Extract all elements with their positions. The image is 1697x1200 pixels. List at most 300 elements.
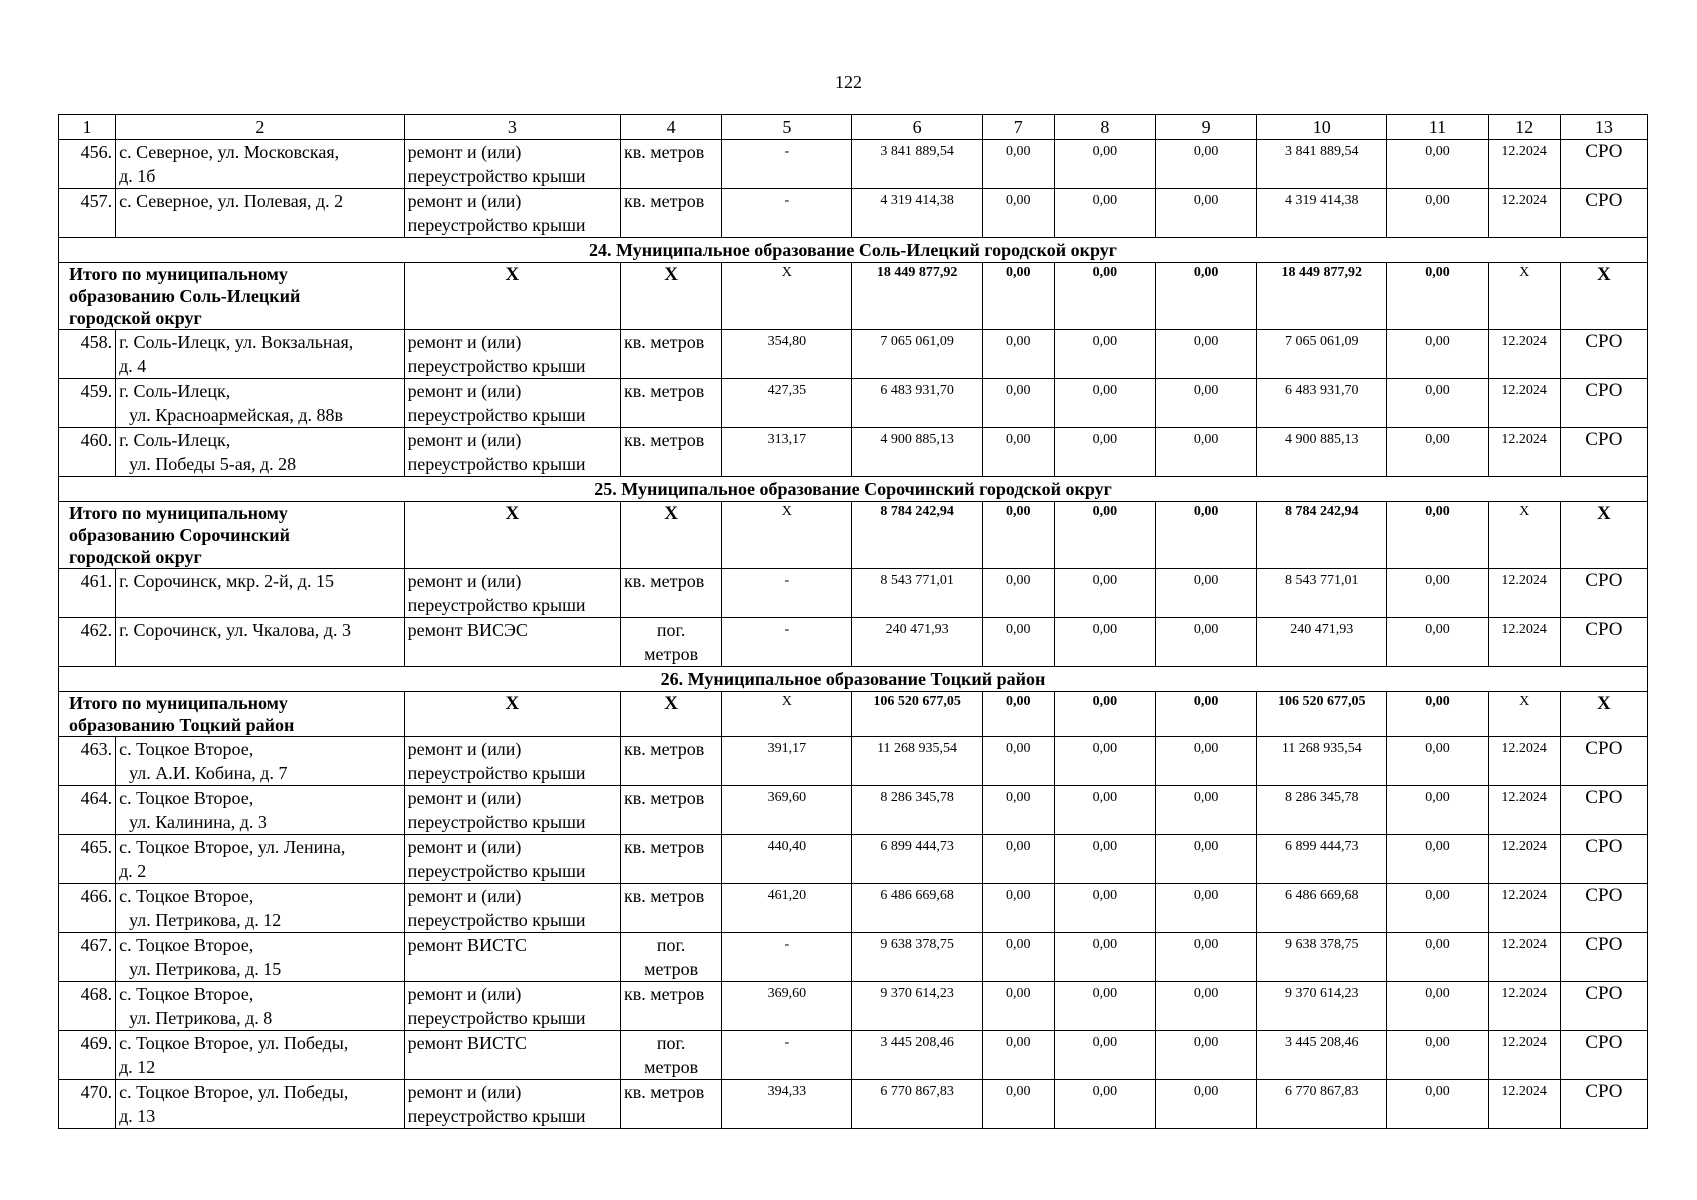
table-row: [59, 140, 1648, 189]
cell-line: ул. Петрикова, д. 15: [129, 959, 282, 979]
column-header-3: 3: [404, 115, 620, 140]
unit-cell: [621, 835, 722, 884]
cell-line: Итого по муниципальному: [69, 693, 288, 713]
total-c7: 0,00: [982, 502, 1054, 569]
cell-line: ремонт и (или): [407, 430, 522, 450]
cell-line: г. Соль-Илецк,: [119, 430, 231, 450]
work-type-cell: [404, 835, 620, 884]
row-number: 466.: [59, 884, 116, 933]
table-row: [59, 884, 1648, 933]
value-c9: 0,00: [1156, 1080, 1257, 1129]
unit-cell: [621, 618, 722, 667]
value-c12: 12.2024: [1488, 933, 1560, 982]
value-c12: 12.2024: [1488, 379, 1560, 428]
cell-line: ремонт и (или): [407, 837, 522, 857]
contractor-cell: СРО: [1560, 569, 1647, 618]
address-cell: [116, 428, 405, 477]
cell-line: Итого по муниципальному: [69, 503, 288, 523]
cell-line: ремонт и (или): [407, 886, 522, 906]
area-cell: 369,60: [722, 982, 852, 1031]
header-row: [59, 115, 1648, 140]
total-label: [59, 502, 405, 569]
value-c10: 6 486 669,68: [1257, 884, 1387, 933]
cell-line: ремонт и (или): [407, 142, 522, 162]
contractor-cell: СРО: [1560, 737, 1647, 786]
value-c9: 0,00: [1156, 786, 1257, 835]
value-c9: 0,00: [1156, 330, 1257, 379]
value-c8: 0,00: [1054, 140, 1155, 189]
area-cell: 369,60: [722, 786, 852, 835]
row-number: 470.: [59, 1080, 116, 1129]
row-number: 465.: [59, 835, 116, 884]
table-row: [59, 189, 1648, 238]
table-row: [59, 428, 1648, 477]
cell-line: метров: [644, 1057, 699, 1077]
value-c12: 12.2024: [1488, 737, 1560, 786]
row-number: 464.: [59, 786, 116, 835]
value-c11: 0,00: [1387, 189, 1488, 238]
cell-line: ул. Петрикова, д. 8: [129, 1008, 273, 1028]
value-c10: 6 483 931,70: [1257, 379, 1387, 428]
column-header-10: 10: [1257, 115, 1387, 140]
value-c12: 12.2024: [1488, 330, 1560, 379]
total-c11: 0,00: [1387, 692, 1488, 737]
total-c10: 8 784 242,94: [1257, 502, 1387, 569]
address-cell: [116, 189, 405, 238]
area-cell: -: [722, 189, 852, 238]
total-label: [59, 263, 405, 330]
cell-line: г. Сорочинск, ул. Чкалова, д. 3: [119, 620, 351, 640]
unit-cell: [621, 330, 722, 379]
value-c6: 6 486 669,68: [852, 884, 982, 933]
work-type-cell: [404, 1031, 620, 1080]
row-number: 458.: [59, 330, 116, 379]
row-number: 456.: [59, 140, 116, 189]
total-c8: 0,00: [1054, 692, 1155, 737]
section-row: [59, 667, 1648, 692]
address-cell: [116, 1080, 405, 1129]
work-type-cell: [404, 379, 620, 428]
total-c12: X: [1488, 263, 1560, 330]
value-c7: 0,00: [982, 884, 1054, 933]
total-c12: X: [1488, 502, 1560, 569]
column-header-2: 2: [116, 115, 405, 140]
cell-line: ремонт и (или): [407, 332, 522, 352]
area-cell: -: [722, 618, 852, 667]
address-cell: [116, 884, 405, 933]
value-c7: 0,00: [982, 786, 1054, 835]
page-number: 122: [835, 72, 862, 92]
address-cell: [116, 330, 405, 379]
value-c10: 3 445 208,46: [1257, 1031, 1387, 1080]
cell-line: пог.: [656, 935, 686, 955]
value-c10: 6 899 444,73: [1257, 835, 1387, 884]
value-c7: 0,00: [982, 982, 1054, 1031]
value-c8: 0,00: [1054, 982, 1155, 1031]
cell-line: с. Тоцкое Второе, ул. Ленина,: [119, 837, 346, 857]
work-type-cell: [404, 982, 620, 1031]
table-row: [59, 1080, 1648, 1129]
address-cell: [116, 379, 405, 428]
value-c7: 0,00: [982, 933, 1054, 982]
total-c10: 18 449 877,92: [1257, 263, 1387, 330]
value-c8: 0,00: [1054, 1080, 1155, 1129]
total-c11: 0,00: [1387, 263, 1488, 330]
unit-cell: [621, 569, 722, 618]
unit-cell: [621, 737, 722, 786]
unit-cell: [621, 189, 722, 238]
contractor-cell: СРО: [1560, 1031, 1647, 1080]
value-c6: 4 319 414,38: [852, 189, 982, 238]
unit-cell: [621, 140, 722, 189]
value-c8: 0,00: [1054, 786, 1155, 835]
value-c8: 0,00: [1054, 428, 1155, 477]
cell-line: пог.: [656, 620, 686, 640]
total-c9: 0,00: [1156, 263, 1257, 330]
value-c7: 0,00: [982, 569, 1054, 618]
contractor-cell: СРО: [1560, 428, 1647, 477]
unit-cell: [621, 1031, 722, 1080]
total-c9: 0,00: [1156, 502, 1257, 569]
contractor-cell: СРО: [1560, 933, 1647, 982]
value-c9: 0,00: [1156, 737, 1257, 786]
address-cell: [116, 737, 405, 786]
value-c9: 0,00: [1156, 379, 1257, 428]
value-c8: 0,00: [1054, 569, 1155, 618]
total-col-4: X: [621, 502, 722, 569]
address-cell: [116, 1031, 405, 1080]
total-c8: 0,00: [1054, 263, 1155, 330]
row-number: 461.: [59, 569, 116, 618]
row-number: 468.: [59, 982, 116, 1031]
value-c9: 0,00: [1156, 1031, 1257, 1080]
value-c10: 240 471,93: [1257, 618, 1387, 667]
cell-line: метров: [644, 644, 699, 664]
value-c9: 0,00: [1156, 618, 1257, 667]
value-c8: 0,00: [1054, 933, 1155, 982]
area-cell: 427,35: [722, 379, 852, 428]
cell-line: образованию Тоцкий район: [69, 715, 295, 735]
value-c7: 0,00: [982, 428, 1054, 477]
total-c11: 0,00: [1387, 502, 1488, 569]
cell-line: переустройство крыши: [407, 215, 586, 235]
total-col-3: X: [404, 263, 620, 330]
area-cell: 461,20: [722, 884, 852, 933]
contractor-cell: СРО: [1560, 835, 1647, 884]
value-c6: 6 770 867,83: [852, 1080, 982, 1129]
value-c6: 4 900 885,13: [852, 428, 982, 477]
total-label: [59, 692, 405, 737]
value-c7: 0,00: [982, 1080, 1054, 1129]
cell-line: переустройство крыши: [407, 812, 586, 832]
cell-line: образованию Соль-Илецкий: [69, 286, 301, 306]
row-number: 459.: [59, 379, 116, 428]
work-type-cell: [404, 569, 620, 618]
cell-line: переустройство крыши: [407, 595, 586, 615]
value-c11: 0,00: [1387, 618, 1488, 667]
value-c7: 0,00: [982, 189, 1054, 238]
value-c8: 0,00: [1054, 1031, 1155, 1080]
contractor-cell: СРО: [1560, 1080, 1647, 1129]
column-header-5: 5: [722, 115, 852, 140]
total-row: [59, 502, 1648, 569]
address-cell: [116, 835, 405, 884]
work-type-cell: [404, 140, 620, 189]
value-c7: 0,00: [982, 618, 1054, 667]
cell-line: кв. метров: [624, 332, 705, 352]
value-c10: 4 900 885,13: [1257, 428, 1387, 477]
cell-line: переустройство крыши: [407, 356, 586, 376]
value-c12: 12.2024: [1488, 786, 1560, 835]
total-col-3: X: [404, 502, 620, 569]
value-c11: 0,00: [1387, 428, 1488, 477]
unit-cell: [621, 379, 722, 428]
value-c9: 0,00: [1156, 884, 1257, 933]
table-row: [59, 379, 1648, 428]
value-c12: 12.2024: [1488, 884, 1560, 933]
value-c8: 0,00: [1054, 618, 1155, 667]
cell-line: кв. метров: [624, 739, 705, 759]
value-c8: 0,00: [1054, 737, 1155, 786]
total-col-4: X: [621, 263, 722, 330]
contractor-cell: СРО: [1560, 786, 1647, 835]
work-type-cell: [404, 330, 620, 379]
total-c6: 18 449 877,92: [852, 263, 982, 330]
total-c7: 0,00: [982, 263, 1054, 330]
cell-line: с. Тоцкое Второе,: [119, 739, 254, 759]
total-col-5: X: [722, 502, 852, 569]
cell-line: переустройство крыши: [407, 1008, 586, 1028]
section-title: 25. Муниципальное образование Сорочинский городской округ: [59, 477, 1648, 502]
area-cell: 440,40: [722, 835, 852, 884]
area-cell: 354,80: [722, 330, 852, 379]
value-c6: 240 471,93: [852, 618, 982, 667]
column-header-11: 11: [1387, 115, 1488, 140]
address-cell: [116, 140, 405, 189]
cell-line: с. Тоцкое Второе,: [119, 788, 254, 808]
contractor-cell: СРО: [1560, 330, 1647, 379]
table-row: [59, 835, 1648, 884]
cell-line: ремонт и (или): [407, 571, 522, 591]
cell-line: ремонт и (или): [407, 1082, 522, 1102]
table-row: [59, 330, 1648, 379]
cell-line: с. Тоцкое Второе, ул. Победы,: [119, 1082, 349, 1102]
section-title: 26. Муниципальное образование Тоцкий район: [59, 667, 1648, 692]
cell-line: переустройство крыши: [407, 1106, 586, 1126]
table-row: [59, 982, 1648, 1031]
work-type-cell: [404, 1080, 620, 1129]
value-c10: 11 268 935,54: [1257, 737, 1387, 786]
value-c6: 8 286 345,78: [852, 786, 982, 835]
row-number: 462.: [59, 618, 116, 667]
value-c9: 0,00: [1156, 982, 1257, 1031]
row-number: 460.: [59, 428, 116, 477]
value-c10: 3 841 889,54: [1257, 140, 1387, 189]
section-row: [59, 477, 1648, 502]
unit-cell: [621, 1080, 722, 1129]
value-c6: 3 445 208,46: [852, 1031, 982, 1080]
area-cell: 313,17: [722, 428, 852, 477]
value-c11: 0,00: [1387, 569, 1488, 618]
value-c7: 0,00: [982, 737, 1054, 786]
total-c13: X: [1560, 692, 1647, 737]
column-header-13: 13: [1560, 115, 1647, 140]
cell-line: с. Тоцкое Второе, ул. Победы,: [119, 1033, 349, 1053]
cell-line: кв. метров: [624, 381, 705, 401]
address-cell: [116, 569, 405, 618]
cell-line: кв. метров: [624, 984, 705, 1004]
value-c12: 12.2024: [1488, 618, 1560, 667]
cell-line: образованию Сорочинский: [69, 525, 290, 545]
value-c11: 0,00: [1387, 835, 1488, 884]
value-c8: 0,00: [1054, 884, 1155, 933]
total-c6: 8 784 242,94: [852, 502, 982, 569]
value-c12: 12.2024: [1488, 189, 1560, 238]
column-header-8: 8: [1054, 115, 1155, 140]
value-c10: 9 370 614,23: [1257, 982, 1387, 1031]
value-c12: 12.2024: [1488, 982, 1560, 1031]
area-cell: -: [722, 140, 852, 189]
value-c12: 12.2024: [1488, 428, 1560, 477]
area-cell: 391,17: [722, 737, 852, 786]
total-row: [59, 263, 1648, 330]
cell-line: кв. метров: [624, 191, 705, 211]
value-c9: 0,00: [1156, 835, 1257, 884]
work-type-cell: [404, 933, 620, 982]
value-c6: 7 065 061,09: [852, 330, 982, 379]
contractor-cell: СРО: [1560, 982, 1647, 1031]
value-c6: 9 370 614,23: [852, 982, 982, 1031]
cell-line: с. Северное, ул. Московская,: [119, 142, 340, 162]
value-c7: 0,00: [982, 330, 1054, 379]
cell-line: ремонт и (или): [407, 381, 522, 401]
column-header-1: 1: [59, 115, 116, 140]
address-cell: [116, 982, 405, 1031]
total-col-5: X: [722, 692, 852, 737]
total-row: [59, 692, 1648, 737]
cell-line: ремонт и (или): [407, 191, 522, 211]
value-c8: 0,00: [1054, 330, 1155, 379]
cell-line: переустройство крыши: [407, 910, 586, 930]
cell-line: ремонт и (или): [407, 788, 522, 808]
area-cell: -: [722, 933, 852, 982]
value-c10: 4 319 414,38: [1257, 189, 1387, 238]
row-number: 467.: [59, 933, 116, 982]
table-row: [59, 737, 1648, 786]
total-c13: X: [1560, 263, 1647, 330]
contractor-cell: СРО: [1560, 140, 1647, 189]
unit-cell: [621, 786, 722, 835]
column-header-6: 6: [852, 115, 982, 140]
total-col-4: X: [621, 692, 722, 737]
section-title: 24. Муниципальное образование Соль-Илецкий городской округ: [59, 238, 1648, 263]
cell-line: с. Тоцкое Второе,: [119, 935, 254, 955]
cell-line: переустройство крыши: [407, 405, 586, 425]
table-row: [59, 1031, 1648, 1080]
value-c11: 0,00: [1387, 330, 1488, 379]
cell-line: переустройство крыши: [407, 763, 586, 783]
value-c7: 0,00: [982, 1031, 1054, 1080]
cell-line: д. 2: [119, 861, 147, 881]
cell-line: метров: [644, 959, 699, 979]
total-c6: 106 520 677,05: [852, 692, 982, 737]
total-c12: X: [1488, 692, 1560, 737]
area-cell: 394,33: [722, 1080, 852, 1129]
value-c7: 0,00: [982, 140, 1054, 189]
value-c9: 0,00: [1156, 428, 1257, 477]
table-body: [59, 115, 1648, 1129]
cell-line: ул. Победы 5-ая, д. 28: [129, 454, 297, 474]
cell-line: кв. метров: [624, 430, 705, 450]
column-header-12: 12: [1488, 115, 1560, 140]
value-c10: 6 770 867,83: [1257, 1080, 1387, 1129]
table-row: [59, 933, 1648, 982]
unit-cell: [621, 428, 722, 477]
work-type-cell: [404, 189, 620, 238]
cell-line: ремонт ВИСТС: [407, 1033, 528, 1053]
cell-line: д. 1б: [119, 166, 156, 186]
cell-line: д. 4: [119, 356, 147, 376]
value-c12: 12.2024: [1488, 1080, 1560, 1129]
row-number: 469.: [59, 1031, 116, 1080]
value-c9: 0,00: [1156, 140, 1257, 189]
section-row: [59, 238, 1648, 263]
cell-line: переустройство крыши: [407, 166, 586, 186]
cell-line: с. Северное, ул. Полевая, д. 2: [119, 191, 344, 211]
cell-line: кв. метров: [624, 1082, 705, 1102]
value-c12: 12.2024: [1488, 835, 1560, 884]
value-c9: 0,00: [1156, 569, 1257, 618]
cell-line: кв. метров: [624, 886, 705, 906]
value-c6: 8 543 771,01: [852, 569, 982, 618]
total-c7: 0,00: [982, 692, 1054, 737]
work-type-cell: [404, 786, 620, 835]
cell-line: г. Соль-Илецк,: [119, 381, 231, 401]
row-number: 463.: [59, 737, 116, 786]
cell-line: ремонт и (или): [407, 984, 522, 1004]
cell-line: с. Тоцкое Второе,: [119, 984, 254, 1004]
address-cell: [116, 786, 405, 835]
unit-cell: [621, 884, 722, 933]
value-c7: 0,00: [982, 379, 1054, 428]
cell-line: кв. метров: [624, 837, 705, 857]
value-c6: 6 899 444,73: [852, 835, 982, 884]
value-c6: 9 638 378,75: [852, 933, 982, 982]
unit-cell: [621, 933, 722, 982]
work-type-cell: [404, 428, 620, 477]
value-c12: 12.2024: [1488, 569, 1560, 618]
cell-line: городской округ: [69, 547, 202, 567]
table-row: [59, 786, 1648, 835]
value-c11: 0,00: [1387, 140, 1488, 189]
value-c12: 12.2024: [1488, 140, 1560, 189]
value-c11: 0,00: [1387, 1031, 1488, 1080]
contractor-cell: СРО: [1560, 189, 1647, 238]
value-c11: 0,00: [1387, 379, 1488, 428]
value-c11: 0,00: [1387, 1080, 1488, 1129]
register-table: [58, 114, 1648, 1129]
value-c12: 12.2024: [1488, 1031, 1560, 1080]
value-c9: 0,00: [1156, 933, 1257, 982]
value-c10: 9 638 378,75: [1257, 933, 1387, 982]
total-c10: 106 520 677,05: [1257, 692, 1387, 737]
address-cell: [116, 933, 405, 982]
cell-line: ремонт ВИСТС: [407, 935, 528, 955]
row-number: 457.: [59, 189, 116, 238]
value-c11: 0,00: [1387, 933, 1488, 982]
value-c7: 0,00: [982, 835, 1054, 884]
total-col-3: X: [404, 692, 620, 737]
